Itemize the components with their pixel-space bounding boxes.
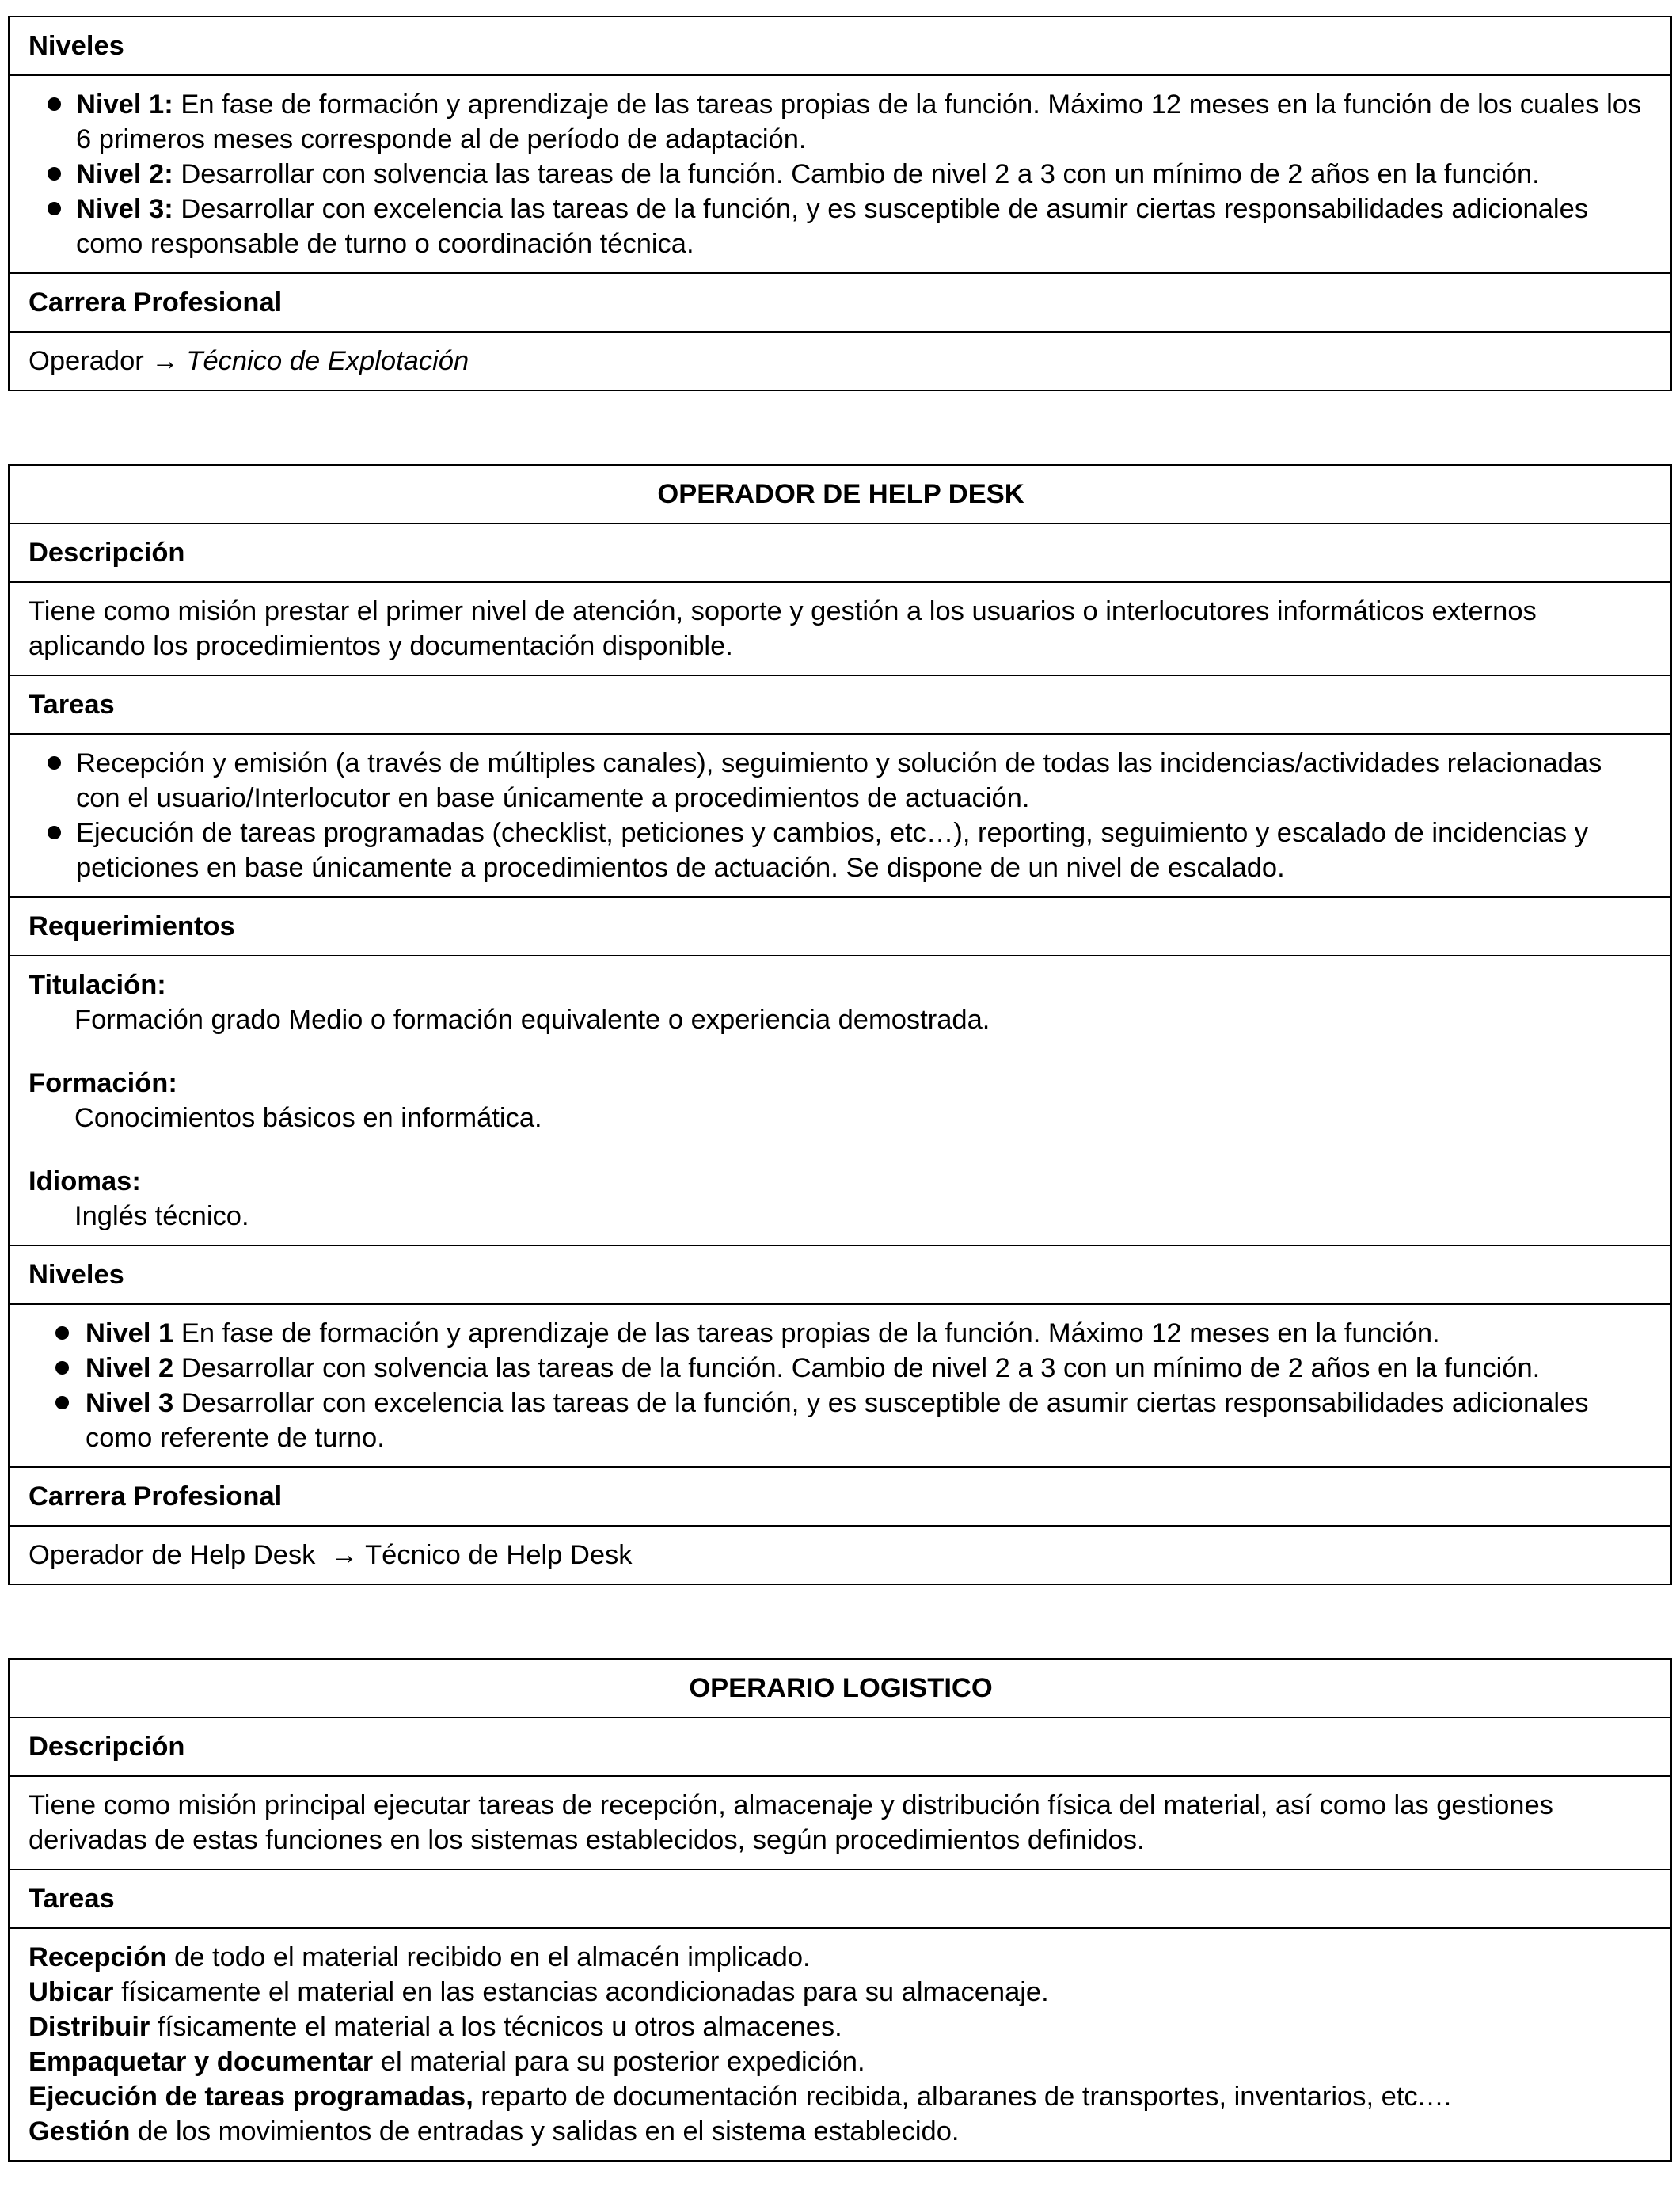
carrera-to: Técnico de Explotación (186, 346, 469, 376)
tareas-header: Tareas (9, 1869, 1671, 1928)
tarea-label: Distribuir (29, 2012, 150, 2042)
requerimientos-header: Requerimientos (9, 897, 1671, 956)
job-table-operador-continuation (8, 16, 1672, 391)
carrera-cell (9, 332, 1671, 390)
tarea-line (29, 1940, 1653, 1975)
section-gap (8, 1585, 1672, 1658)
tarea-label: Empaquetar y documentar (29, 2047, 374, 2077)
descripcion-text: Tiene como misión prestar el primer nivel de atención, soporte y gestión a los usuarios o interlocutores informáticos externos aplicando los procedimientos y documentación disponible. (9, 582, 1671, 675)
tareas-cell (9, 1928, 1671, 2161)
carrera-header: Carrera Profesional (9, 273, 1671, 332)
requerimientos-cell (9, 956, 1671, 1245)
requerimiento-value: Conocimientos básicos en informática. (74, 1103, 542, 1133)
carrera-text: Operador de Help Desk → Técnico de Help Desk (9, 1526, 1671, 1584)
tareas-list (29, 746, 1653, 885)
nivel-label: Nivel 2 (86, 1353, 174, 1383)
list-item (86, 1351, 1653, 1386)
nivel-text: Desarrollar con excelencia las tareas de la función, y es susceptible de asumir ciertas responsabilidades adicionales como responsable de turno o coordinación técnica. (76, 194, 1589, 259)
job-title: OPERADOR DE HELP DESK (9, 465, 1671, 523)
requerimiento-value: Inglés técnico. (74, 1201, 249, 1231)
list-item: Recepción y emisión (a través de múltiples canales), seguimiento y solución de todas las incidencias/actividades relacionadas con el usuario/Interlocutor en base únicamente a procedimientos de actuación. (76, 746, 1653, 816)
requerimiento-value: Formación grado Medio o formación equivalente o experiencia demostrada. (74, 1005, 990, 1035)
niveles-header: Niveles (9, 1245, 1671, 1304)
descripcion-header: Descripción (9, 1717, 1671, 1776)
nivel-text: Desarrollar con solvencia las tareas de la función. Cambio de nivel 2 a 3 con un mínimo de 2 años en la función. (173, 1353, 1541, 1383)
nivel-text: En fase de formación y aprendizaje de las tareas propias de la función. Máximo 12 meses en la función de los cuales los 6 primeros meses corresponde al de período de adaptación. (76, 89, 1642, 154)
niveles-list (29, 87, 1653, 261)
list-item (86, 1316, 1653, 1351)
carrera-header: Carrera Profesional (9, 1467, 1671, 1526)
descripcion-text: Tiene como misión principal ejecutar tareas de recepción, almacenaje y distribución física del material, así como las gestiones derivadas de estas funciones en los sistemas establecidos, según procedimientos definidos. (9, 1776, 1671, 1869)
niveles-cell (9, 1304, 1671, 1467)
section-gap (8, 391, 1672, 464)
requerimiento-formacion (29, 1066, 1653, 1135)
tareas-cell (9, 734, 1671, 897)
job-table-operario-logistico (8, 1658, 1672, 2162)
nivel-label: Nivel 3: (76, 194, 173, 224)
tarea-text: físicamente el material a los técnicos u otros almacenes. (150, 2012, 842, 2042)
nivel-label: Nivel 2: (76, 159, 173, 189)
tarea-text: el material para su posterior expedición. (373, 2047, 865, 2077)
tarea-text: reparto de documentación recibida, albaranes de transportes, inventarios, etc.… (473, 2082, 1453, 2112)
requerimiento-label: Idiomas: (29, 1166, 141, 1196)
list-item (76, 157, 1653, 192)
tareas-header: Tareas (9, 675, 1671, 734)
nivel-label: Nivel 3 (86, 1388, 174, 1418)
tarea-line (29, 2114, 1653, 2149)
descripcion-header: Descripción (9, 523, 1671, 582)
nivel-label: Nivel 1 (86, 1318, 174, 1348)
tarea-label: Ejecución de tareas programadas, (29, 2082, 473, 2112)
list-item (76, 87, 1653, 157)
job-table-operador-help-desk (8, 464, 1672, 1585)
nivel-text: Desarrollar con solvencia las tareas de la función. Cambio de nivel 2 a 3 con un mínimo de 2 años en la función. (173, 159, 1540, 189)
tarea-line (29, 2079, 1653, 2114)
document-page (8, 16, 1672, 2162)
list-item (76, 192, 1653, 261)
tarea-label: Ubicar (29, 1977, 114, 2007)
nivel-text: En fase de formación y aprendizaje de las tareas propias de la función. Máximo 12 meses en la función. (173, 1318, 1440, 1348)
requerimiento-label: Titulación: (29, 970, 166, 1000)
nivel-text: Desarrollar con excelencia las tareas de la función, y es susceptible de asumir ciertas responsabilidades adicionales como referente de turno. (86, 1388, 1589, 1453)
tarea-line (29, 2010, 1653, 2044)
niveles-header: Niveles (9, 17, 1671, 75)
tarea-text: de los movimientos de entradas y salidas en el sistema establecido. (130, 2116, 960, 2147)
list-item (86, 1386, 1653, 1455)
nivel-label: Nivel 1: (76, 89, 173, 120)
tarea-label: Gestión (29, 2116, 131, 2147)
tarea-label: Recepción (29, 1942, 167, 1972)
job-title: OPERARIO LOGISTICO (9, 1659, 1671, 1717)
tarea-text: de todo el material recibido en el almacén implicado. (166, 1942, 811, 1972)
carrera-from: Operador → (29, 346, 187, 376)
niveles-list (29, 1316, 1653, 1455)
list-item: Ejecución de tareas programadas (checklist, peticiones y cambios, etc…), reporting, seguimiento y escalado de incidencias y peticiones en base únicamente a procedimientos de actuación. Se dispone de un nivel de escalado. (76, 816, 1653, 885)
requerimiento-label: Formación: (29, 1068, 177, 1098)
tarea-line (29, 2044, 1653, 2079)
tarea-line (29, 1975, 1653, 2010)
requerimiento-idiomas (29, 1164, 1653, 1234)
niveles-cell (9, 75, 1671, 273)
requerimiento-titulacion (29, 968, 1653, 1037)
tarea-text: físicamente el material en las estancias acondicionadas para su almacenaje. (113, 1977, 1049, 2007)
